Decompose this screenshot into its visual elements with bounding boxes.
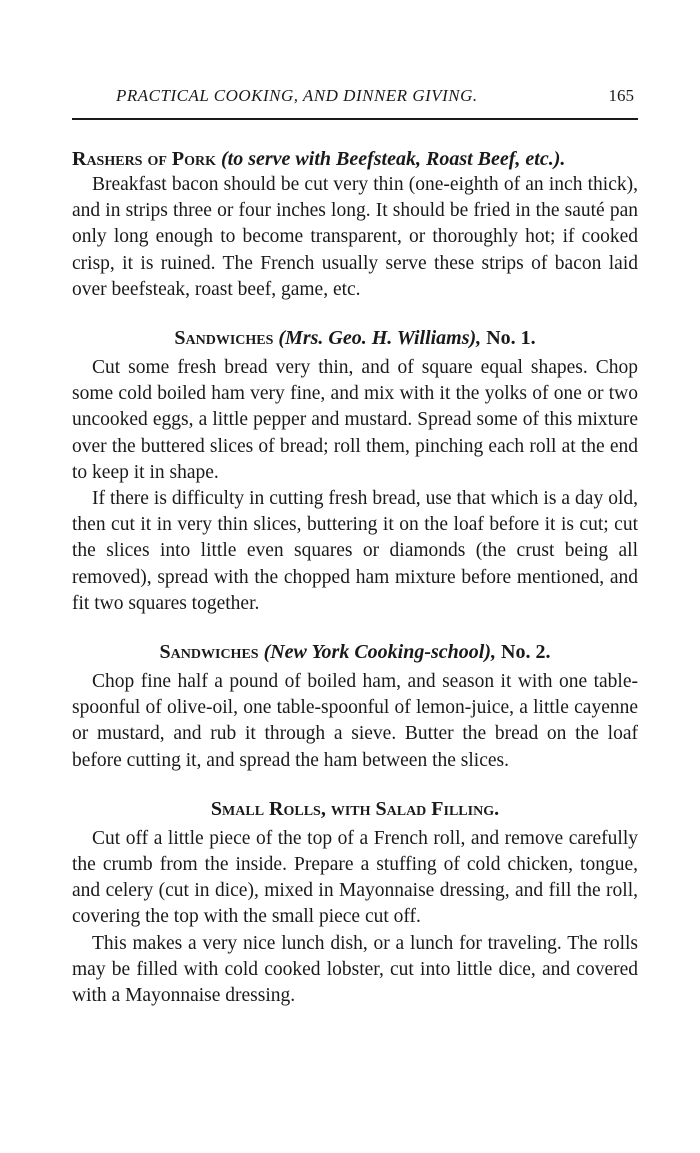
book-page	[72, 86, 638, 1009]
section-heading-rashers-of-pork	[72, 146, 638, 172]
paragraph: Breakfast bacon should be cut very thin (one-eighth of an inch thick), and in strips three or four inches long. It should be fried in the sauté pan only long enough to become transparent, or thoroughly hot; if cooked crisp, it is ruined. The French usually serve these strips of bacon laid over beefsteak, roast beef, game, etc.	[72, 174, 638, 300]
section-heading-sandwiches-no-1	[72, 325, 638, 351]
paragraph: Cut some fresh bread very thin, and of square equal shapes. Chop some cold boiled ham very fine, and mix with it the yolks of one or two uncooked eggs, a little pepper and mustard. Spread some of this mixture over the buttered slices of bread; roll them, pinching each roll at the end to keep it in shape.	[72, 357, 638, 483]
section-heading-sandwiches-no-2	[72, 639, 638, 665]
heading-caps: Rashers of Pork	[72, 148, 217, 170]
heading-caps: Small Rolls, with Salad Filling.	[210, 797, 500, 820]
running-title: PRACTICAL COOKING, AND DINNER GIVING.	[116, 86, 478, 105]
heading-number: No. 1.	[486, 327, 536, 350]
heading-number: No. 2.	[501, 641, 551, 664]
page-number: 165	[608, 86, 634, 105]
running-header	[72, 86, 638, 112]
paragraph: If there is difficulty in cutting fresh bread, use that which is a day old, then cut it in very thin slices, buttering it on the loaf before it is cut; cut the slices into little even squares or diamonds (the crust being all removed), spread with the chopped ham mixture before mentioned, and fit two squares together.	[72, 488, 638, 614]
paragraph: Chop fine half a pound of boiled ham, and season it with one table-spoonful of olive-oil, one table-spoonful of lemon-juice, a little cayenne or mustard, and rub it through a sieve. Butter the bread on the loaf before cutting it, and spread the ham between the slices.	[72, 671, 638, 771]
heading-caps: Sandwiches	[174, 327, 274, 350]
header-rule	[72, 118, 638, 120]
heading-subtitle: (to serve with Beefsteak, Roast Beef, etc.).	[221, 148, 566, 170]
section-heading-small-rolls	[72, 796, 638, 822]
paragraph: This makes a very nice lunch dish, or a lunch for traveling. The rolls may be filled with cold cooked lobster, cut into little dice, and covered with a Mayonnaise dressing.	[72, 932, 638, 1007]
heading-attribution: (Mrs. Geo. H. Williams),	[278, 327, 482, 350]
heading-attribution: (New York Cooking-school),	[263, 641, 496, 664]
paragraph: Cut off a little piece of the top of a French roll, and remove carefully the crumb from the inside. Prepare a stuffing of cold chicken, tongue, and celery (cut in dice), mixed in Mayonnaise dressing, and fill the roll, covering the top with the small piece cut off.	[72, 827, 638, 928]
heading-caps: Sandwiches	[159, 641, 259, 664]
